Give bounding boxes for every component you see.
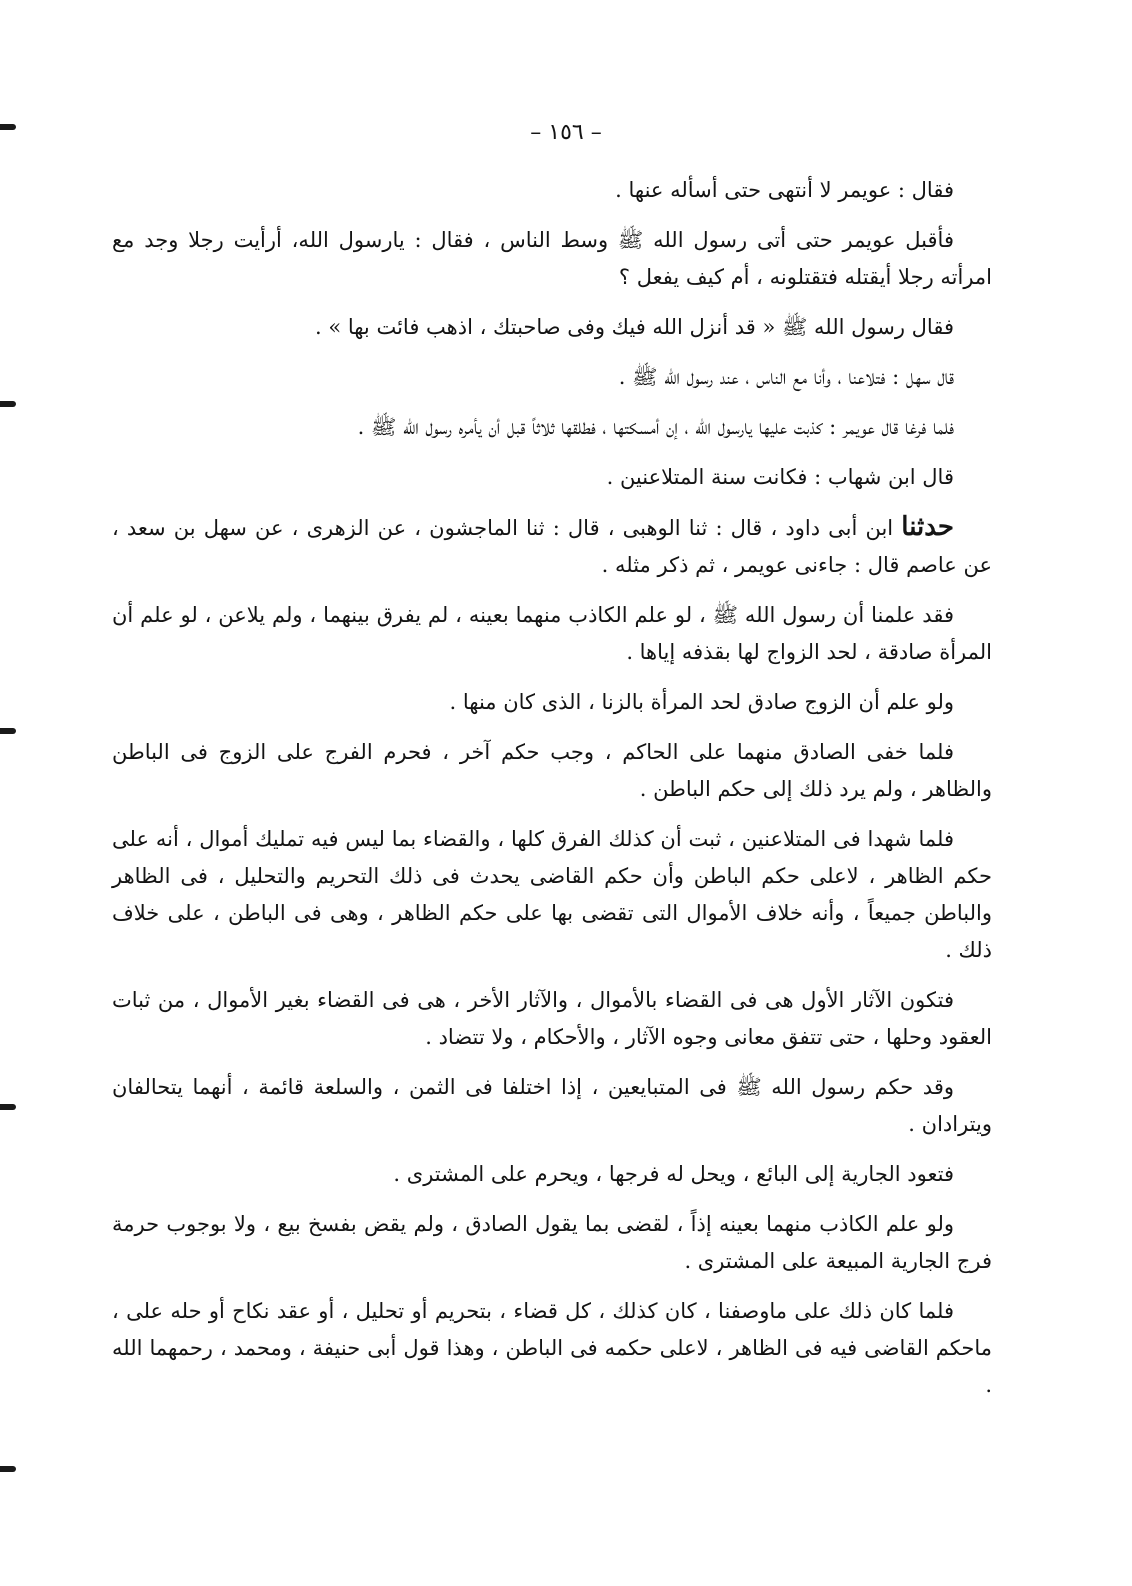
paragraph-text: ابن أبى داود ، قال : ثنا الوهبى ، قال : ثنا الماجشون ، عن الزهرى ، عن سهل بن سعد ، عن عاصم قال : جاءنى عويمر ، ثم ذكر مثله . [112, 516, 992, 577]
scan-edge-mark [0, 1104, 16, 1110]
paragraph [112, 1156, 992, 1193]
paragraph [112, 821, 992, 969]
paragraph-text: فلما شهدا فى المتلاعنين ، ثبت أن كذلك الفرق كلها ، والقضاء بما ليس فيه تمليك أموال ، أنه على حكم الظاهر ، لاعلى حكم الباطن وأن حكم القاضى يحدث فى ذلك التحريم والتحليل ، فى الظاهر والباطن جميعاً ، وأنه خلاف الأموال التى تقضى بها على حكم الظاهر ، وهى فى الباطن ، على خلاف ذلك . [112, 827, 992, 962]
paragraph-text: قال سهل : فتلاعنا ، وأنا مع الناس ، عند رسول الله ﷺ . [618, 365, 954, 389]
paragraph [112, 597, 992, 671]
hadith-lead-word: حدثنا [901, 512, 954, 542]
scan-edge-mark [0, 1466, 16, 1472]
paragraph-text: فقال : عويمر لا أنتهى حتى أسأله عنها . [615, 178, 954, 202]
paragraph [112, 172, 992, 209]
paragraph-text: فتكون الآثار الأول هى فى القضاء بالأموال ، والآثار الأخر ، هى فى القضاء بغير الأموال ، من ثبات العقود وحلها ، حتى تتفق معانى وجوه الآثار ، والأحكام ، ولا تتضاد . [112, 988, 992, 1049]
scan-edge-mark [0, 401, 16, 407]
paragraph [112, 459, 992, 496]
paragraph [112, 359, 992, 396]
page-number: – ١٥٦ – [530, 120, 602, 145]
paragraph-text: فأقبل عويمر حتى أتى رسول الله ﷺ وسط الناس ، فقال : يارسول الله، أرأيت رجلا وجد مع امرأته رجلا أيقتله فتقتلونه ، أم كيف يفعل ؟ [112, 228, 992, 289]
paragraph-text: ولو علم أن الزوج صادق لحد المرأة بالزنا ، الذى كان منها . [449, 690, 954, 714]
paragraph-text: فلما خفى الصادق منهما على الحاكم ، وجب حكم آخر ، فحرم الفرج على الزوج فى الباطن والظاهر ، ولم يرد ذلك إلى حكم الباطن . [112, 740, 992, 801]
body-text [112, 172, 992, 1552]
paragraph [112, 409, 992, 446]
paragraph-text: فلما كان ذلك على ماوصفنا ، كان كذلك ، كل قضاء ، بتحريم أو تحليل ، أو عقد نكاح أو حله على ، ماحكم القاضى فيه فى الظاهر ، لاعلى حكمه فى الباطن ، وهذا قول أبى حنيفة ، ومحمد ، رحمهما الله . [112, 1299, 992, 1397]
paragraph-text: فقد علمنا أن رسول الله ﷺ ، لو علم الكاذب منهما بعينه ، لم يفرق بينهما ، ولم يلاعن ، لو علم أن المرأة صادقة ، لحد الزواج لها بقذفه إياها . [112, 603, 992, 664]
paragraph [112, 982, 992, 1056]
paragraph-text: فتعود الجارية إلى البائع ، ويحل له فرجها ، ويحرم على المشترى . [393, 1162, 954, 1186]
paragraph-text: ولو علم الكاذب منهما بعينه إذاً ، لقضى بما يقول الصادق ، ولم يقض بفسخ بيع ، ولا بوجوب حرمة فرج الجارية المبيعة على المشترى . [112, 1212, 992, 1273]
paragraph-text: وقد حكم رسول الله ﷺ فى المتبايعين ، إذا اختلفا فى الثمن ، والسلعة قائمة ، أنهما يتحالفان ويترادان . [112, 1075, 992, 1136]
paragraph [112, 1069, 992, 1143]
paragraph [112, 309, 992, 346]
paragraph [112, 684, 992, 721]
paragraph [112, 1206, 992, 1280]
paragraph-text: فلما فرغا قال عويمر : كذبت عليها يارسول الله ، إن أمسكتها ، فطلقها ثلاثاً قبل أن يأمره رسول الله ﷺ . [357, 415, 954, 439]
paragraph-text: قال ابن شهاب : فكانت سنة المتلاعنين . [606, 465, 954, 489]
paragraph-text: فقال رسول الله ﷺ « قد أنزل الله فيك وفى صاحبتك ، اذهب فائت بها » . [314, 315, 954, 339]
scan-edge-mark [0, 728, 16, 734]
paragraph [112, 222, 992, 296]
paragraph [112, 1293, 992, 1404]
paragraph [112, 734, 992, 808]
paragraph [112, 509, 992, 584]
